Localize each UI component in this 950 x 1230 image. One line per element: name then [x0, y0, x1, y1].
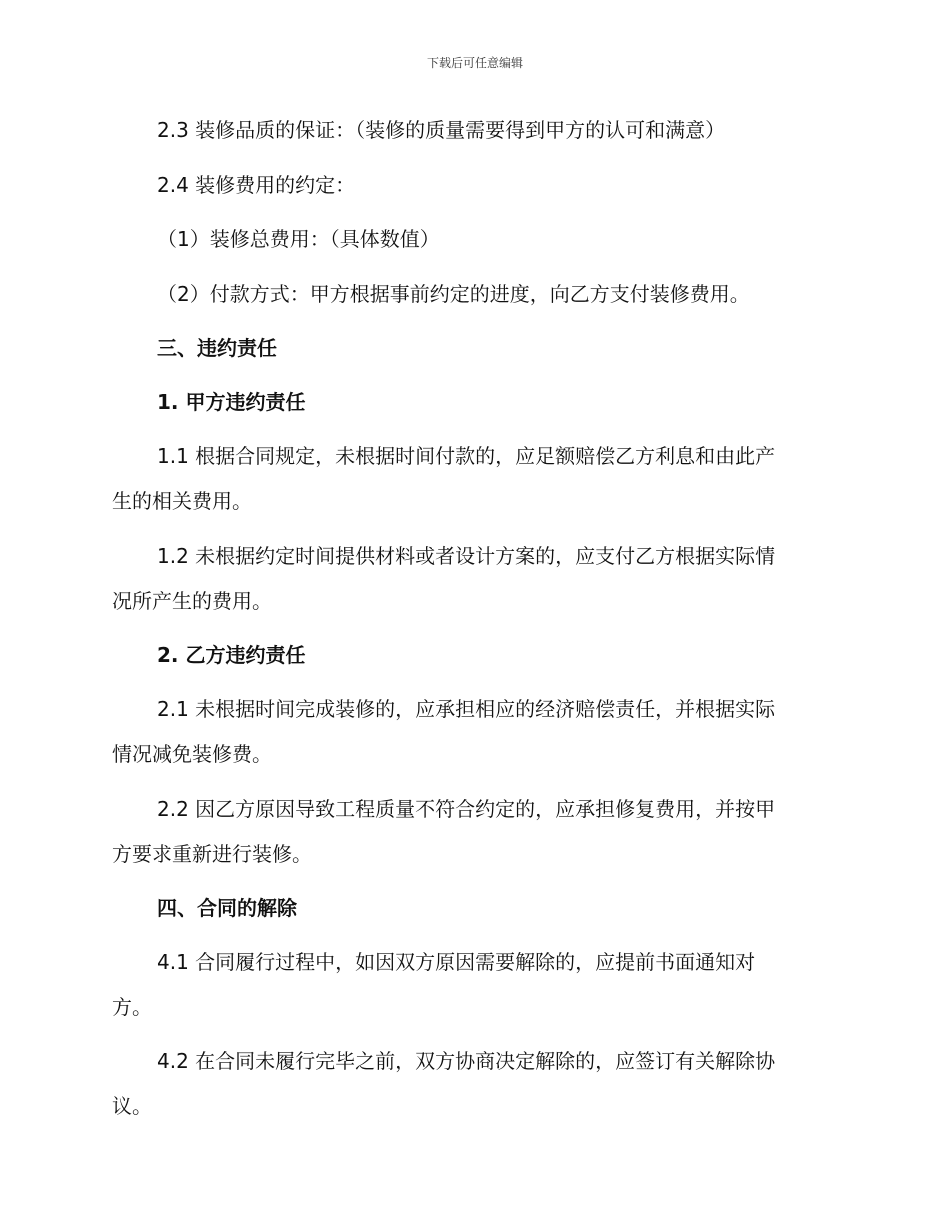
- clause-1-1-line1: 1.1 根据合同规定，未根据时间付款的，应足额赔偿乙方利息和由此产: [157, 444, 776, 468]
- section-heading-3: 三、违约责任: [157, 336, 277, 360]
- clause-2-4-2: （2）付款方式：甲方根据事前约定的进度，向乙方支付装修费用。: [157, 282, 750, 306]
- page-header: 下载后可任意编辑: [426, 56, 523, 70]
- clause-2-2-line2: 方要求重新进行装修。: [112, 842, 312, 866]
- subheading-party-a: 1. 甲方违约责任: [157, 390, 306, 414]
- clause-4-2-line1: 4.2 在合同未履行完毕之前，双方协商决定解除的，应签订有关解除协: [157, 1049, 776, 1073]
- clause-2-1-line2: 情况减免装修费。: [112, 742, 272, 766]
- clause-4-2-line2: 议。: [112, 1094, 152, 1118]
- clause-2-4-1: （1）装修总费用：（具体数值）: [157, 227, 440, 251]
- clause-2-1-line1: 2.1 未根据时间完成装修的，应承担相应的经济赔偿责任，并根据实际: [157, 697, 776, 721]
- clause-4-1-line1: 4.1 合同履行过程中，如因双方原因需要解除的，应提前书面通知对: [157, 950, 756, 974]
- clause-1-2-line2: 况所产生的费用。: [112, 589, 272, 613]
- clause-2-4: 2.4 装修费用的约定：: [157, 173, 356, 197]
- clause-1-1-line2: 生的相关费用。: [112, 489, 252, 513]
- subheading-party-b: 2. 乙方违约责任: [157, 643, 306, 667]
- clause-2-3: 2.3 装修品质的保证：（装修的质量需要得到甲方的认可和满意）: [157, 118, 726, 142]
- section-heading-4: 四、合同的解除: [157, 896, 297, 920]
- clause-4-1-line2: 方。: [112, 995, 152, 1019]
- clause-1-2-line1: 1.2 未根据约定时间提供材料或者设计方案的，应支付乙方根据实际情: [157, 544, 776, 568]
- clause-2-2-line1: 2.2 因乙方原因导致工程质量不符合约定的，应承担修复费用，并按甲: [157, 797, 776, 821]
